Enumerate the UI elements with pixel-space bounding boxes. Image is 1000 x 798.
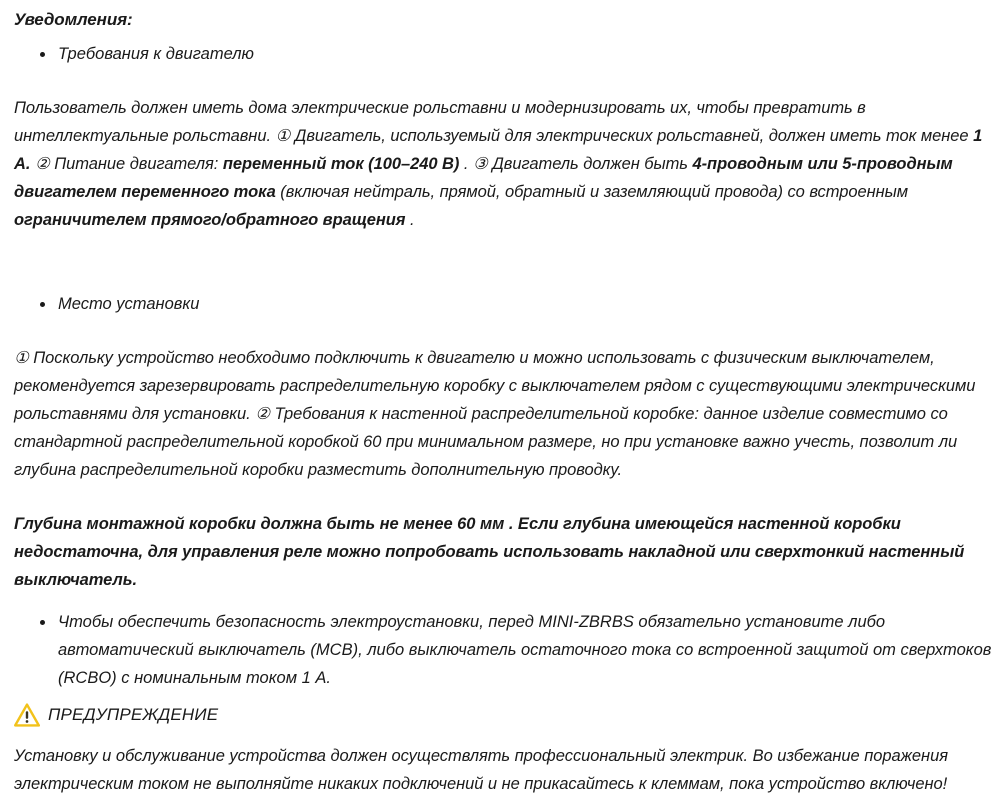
spacer (6, 68, 994, 94)
bullet-label-motor-requirements: Требования к двигателю (58, 45, 254, 63)
installation-location-paragraph: ① Поскольку устройство необходимо подключить к двигателю и можно использовать с физическим выключателем, рекомендуется зарезервировать распределительную коробку с выключателем рядом с существующими электрическими рольставнями для установки. ② Требования к настенной распределительной коробке: данное изделие совместимо со стандартной распределительной коробкой 60 при минимальном размере, но при установке важно учесть, позволит ли глубина распределительной коробки разместить дополнительную проводку. (14, 349, 976, 479)
spacer (6, 318, 994, 344)
list-item (6, 290, 994, 318)
motor-req-rotation-limiter: ограничителем прямого/обратного вращения (14, 211, 406, 229)
list-item (6, 608, 994, 692)
spacer (6, 234, 994, 290)
list-item (6, 40, 994, 68)
installation-location-list (6, 290, 994, 318)
bullet-label-protection-requirement: Чтобы обеспечить безопасность электроустановки, перед MINI-ZBRBS обязательно установите либо автоматический выключатель (MCB), либо выключатель остаточного тока со встроенной защитой от сверхтоков (RCBO) с номинальным током 1 A. (58, 613, 992, 687)
motor-req-text-part4: (включая нейтраль, прямой, обратный и заземляющий провода) со встроенным (275, 183, 909, 201)
motor-requirements-list (6, 40, 994, 68)
motor-req-text-part5: . (405, 211, 415, 229)
motor-requirements-paragraph (14, 94, 990, 234)
motor-req-wire-count: 4-проводным или 5-проводным двигателем переменного тока (14, 155, 953, 201)
mounting-box-depth-note: Глубина монтажной коробки должна быть не менее 60 мм . Если глубина имеющейся настенной коробки недостаточна, для управления реле можно попробовать использовать накладной или сверхтонкий настенный выключатель. (14, 515, 965, 589)
bullet-label-installation-location: Место установки (58, 295, 200, 313)
spacer (6, 734, 994, 742)
notices-heading: Уведомления: (14, 10, 133, 29)
spacer (6, 484, 994, 510)
warning-body-paragraph: Установку и обслуживание устройства должен осуществлять профессиональный электрик. Во избежание поражения электрическим током не выполняйте никаких подключений и не прикасайтесь к клеммам, пока устройство включено! (14, 747, 948, 793)
motor-req-current-rating: 1 A. (14, 127, 983, 173)
motor-req-text-part2: ② Питание двигателя: (30, 155, 223, 173)
motor-req-power-supply: переменный ток (100–240 В) (222, 155, 460, 173)
motor-req-text-part1: Пользователь должен иметь дома электрические рольставни и модернизировать их, чтобы превратить в интеллектуальные рольставни. ① Двигатель, используемый для электрических рольставней, должен иметь ток менее (14, 99, 974, 145)
warning-title: ПРЕДУПРЕЖДЕНИЕ (48, 705, 219, 724)
motor-req-text-part3: . ③ Двигатель должен быть (459, 155, 693, 173)
spacer (6, 594, 994, 608)
warning-triangle-icon (14, 703, 40, 727)
protection-requirement-list (6, 608, 994, 692)
spacer (6, 692, 994, 700)
warning-header (14, 700, 994, 730)
